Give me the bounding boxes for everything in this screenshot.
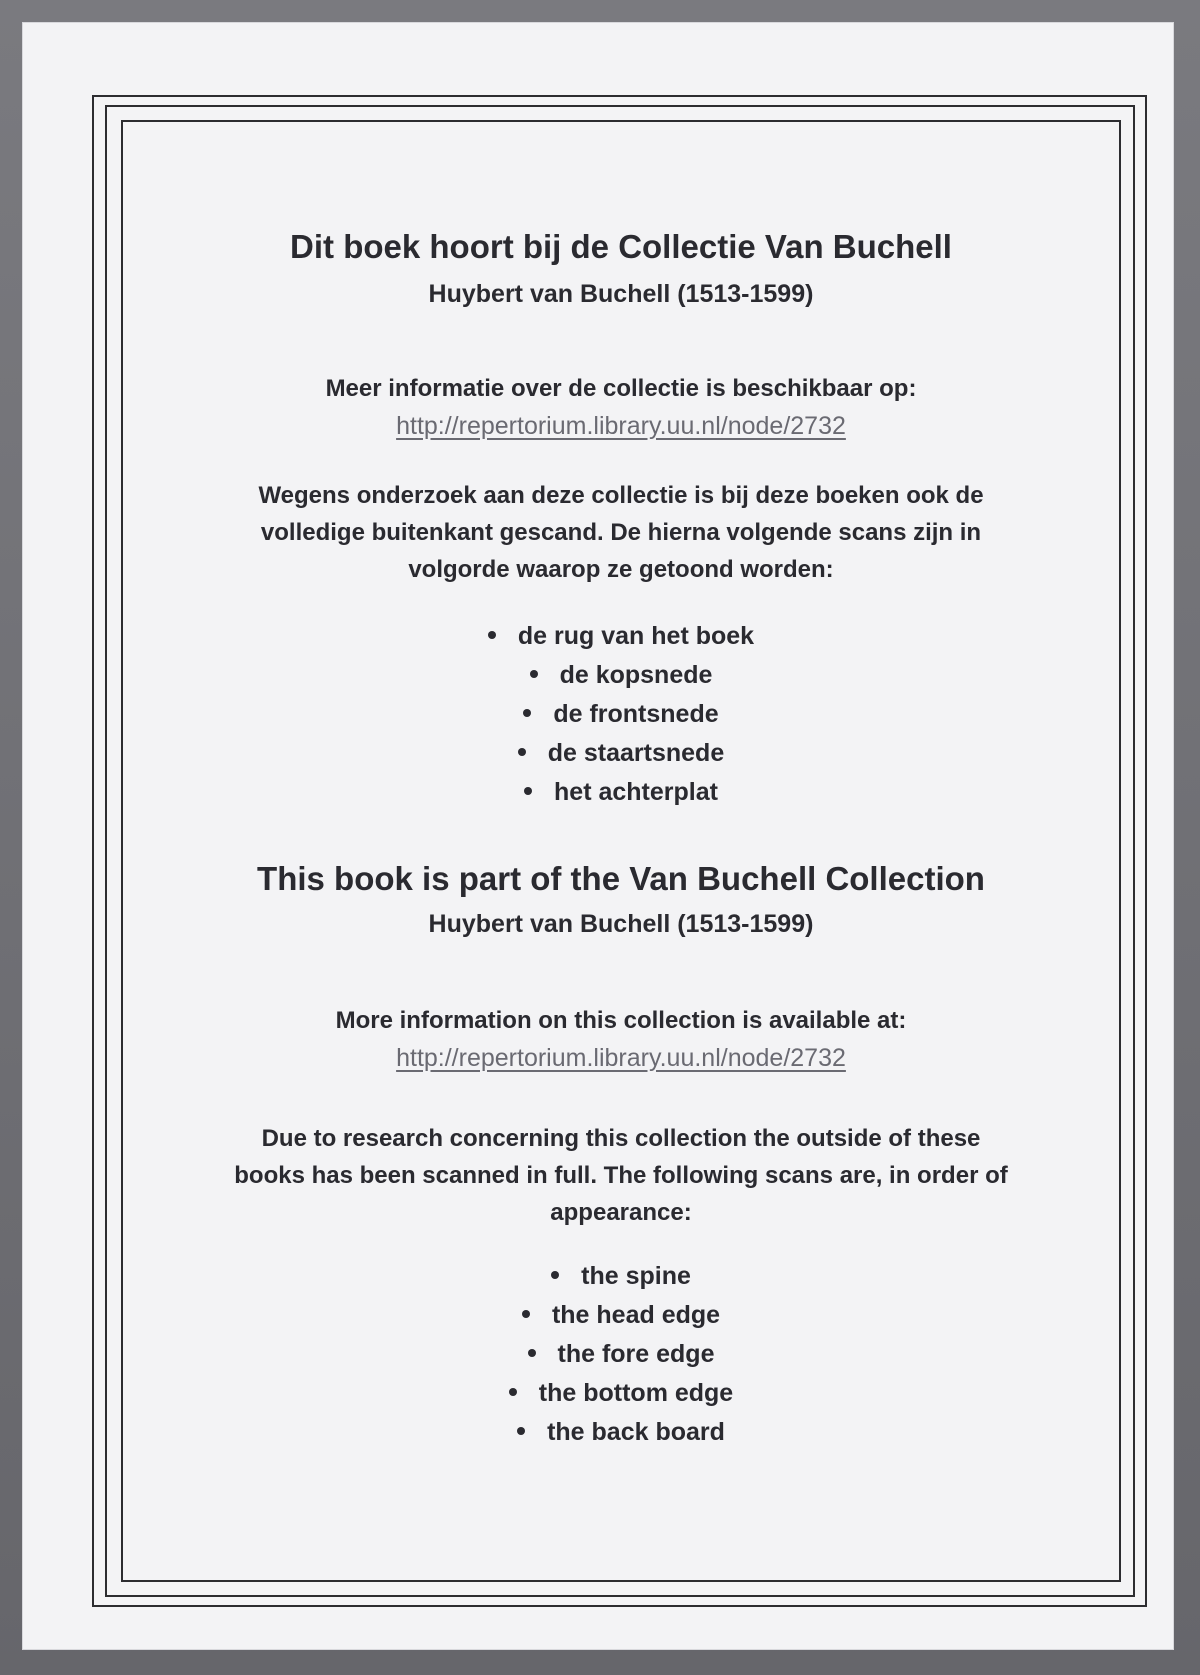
english-info-label: More information on this collection is available at: (335, 1007, 907, 1034)
list-item: the head edge (121, 1296, 1121, 1335)
dutch-scan-list (121, 617, 1121, 812)
notice-content (121, 120, 1121, 1582)
bullet-icon (509, 1388, 517, 1396)
list-item: de staartsnede (121, 734, 1121, 773)
list-item: de frontsnede (121, 695, 1121, 734)
list-item: het achterplat (121, 773, 1121, 812)
dutch-paragraph-line: volgorde waarop ze getoond worden: (408, 556, 834, 583)
bullet-icon (522, 1310, 530, 1318)
list-item: de kopsnede (121, 656, 1121, 695)
bullet-icon (488, 631, 496, 639)
list-item: the bottom edge (121, 1374, 1121, 1413)
english-collection-link[interactable]: http://repertorium.library.uu.nl/node/2732 (396, 1044, 846, 1072)
list-item: the back board (121, 1413, 1121, 1452)
dutch-collection-link[interactable]: http://repertorium.library.uu.nl/node/2732 (396, 412, 846, 440)
dutch-paragraph-line: Wegens onderzoek aan deze collectie is bij deze boeken ook de (258, 482, 984, 509)
bullet-icon (524, 787, 532, 795)
dutch-subtitle: Huybert van Buchell (1513-1599) (428, 280, 814, 308)
bullet-icon (530, 670, 538, 678)
english-subtitle: Huybert van Buchell (1513-1599) (428, 910, 814, 938)
bullet-icon (523, 709, 531, 717)
document-sheet (22, 22, 1174, 1650)
dutch-info-label: Meer informatie over de collectie is beschikbaar op: (325, 375, 917, 402)
list-item: the fore edge (121, 1335, 1121, 1374)
bullet-icon (517, 1427, 525, 1435)
list-item: de rug van het boek (121, 617, 1121, 656)
dutch-paragraph-line: volledige buitenkant gescand. De hierna volgende scans zijn in (260, 519, 982, 546)
dutch-paragraph (121, 477, 1121, 588)
list-item: the spine (121, 1257, 1121, 1296)
english-scan-list (121, 1257, 1121, 1452)
english-paragraph-line: Due to research concerning this collection the outside of these (261, 1125, 981, 1152)
english-paragraph-line: appearance: (550, 1199, 692, 1226)
bullet-icon (551, 1271, 559, 1279)
bullet-icon (528, 1349, 536, 1357)
bullet-icon (518, 748, 526, 756)
english-paragraph (121, 1120, 1121, 1231)
english-paragraph-line: books has been scanned in full. The following scans are, in order of (234, 1162, 1008, 1189)
dutch-title: Dit boek hoort bij de Collectie Van Buchell (290, 228, 952, 265)
english-title: This book is part of the Van Buchell Collection (257, 860, 985, 897)
